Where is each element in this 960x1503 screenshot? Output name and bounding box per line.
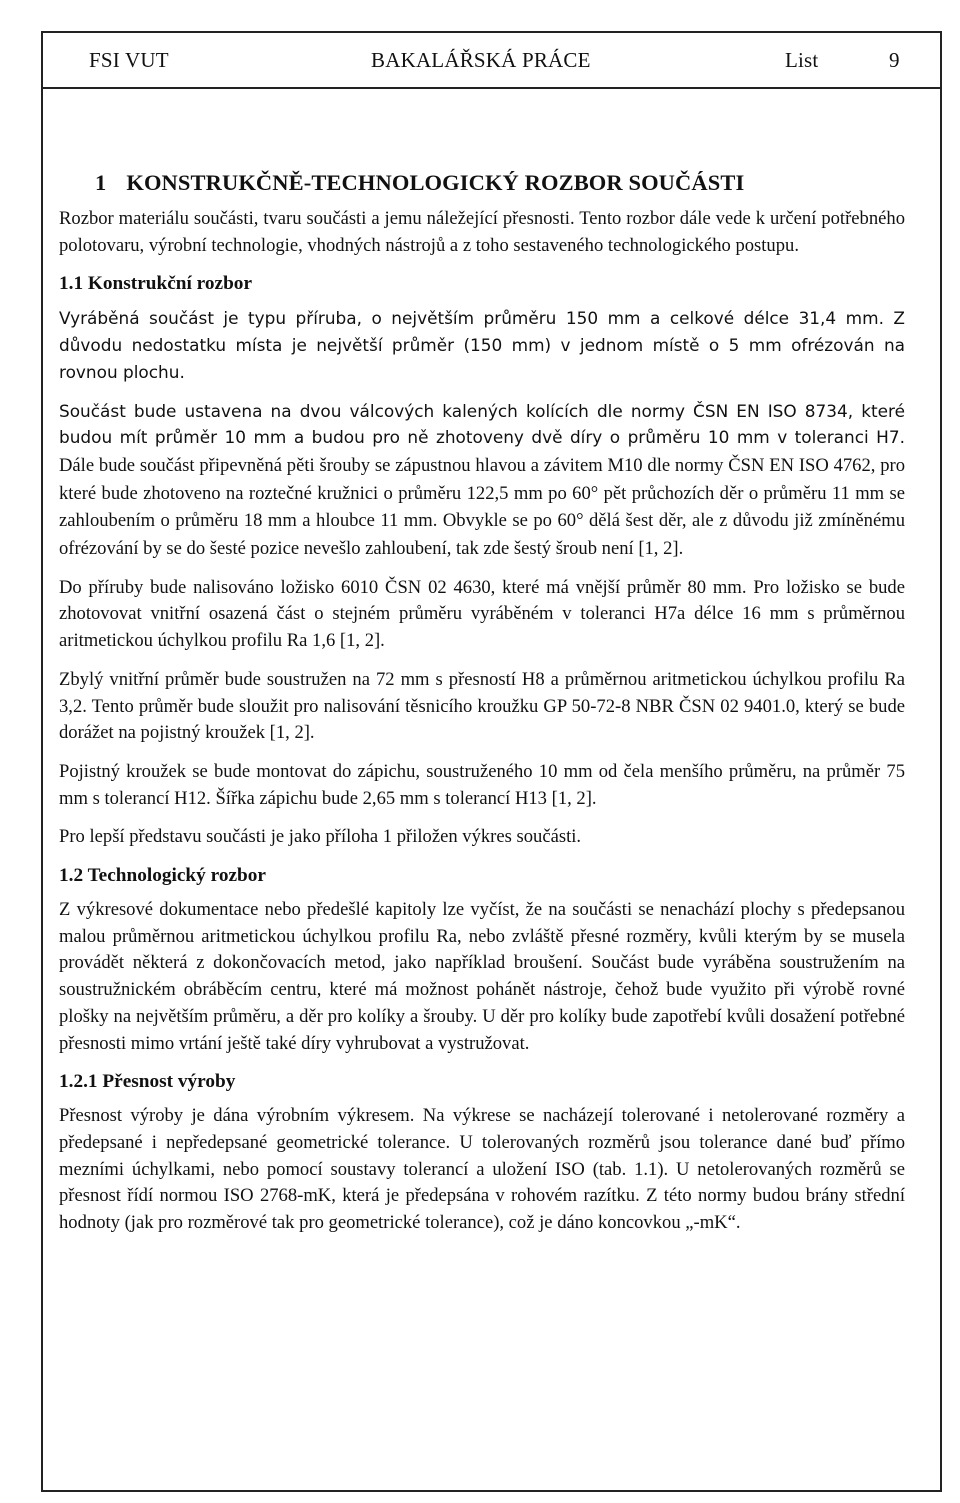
section-1-1-heading: 1.1 Konstrukční rozbor — [59, 273, 253, 295]
section-1-1-paragraph-1: Vyráběná součást je typu příruba, o největším průměru 150 mm a celkové délce 31,4 mm. Z důvodu nedostatku místa je největší průměr (150 mm) v jednom místě o 5 mm ofrézován na rovnou plochu. — [59, 308, 905, 382]
section-1-1-paragraph-3: Do příruby bude nalisováno ložisko 6010 ČSN 02 4630, které má vnější průměr 80 mm. Pro ložisko se bude zhotovovat vnitřní osazená část o stejném průměru vyráběném v toleranci H7a délce 16 mm s průměrnou aritmetickou úchylkou profilu Ra 1,6 [1, 2]. — [59, 576, 905, 652]
section-1-2-heading: 1.2 Technologický rozbor — [59, 865, 266, 887]
section-1-2-1-heading: 1.2.1 Přesnost výroby — [59, 1071, 236, 1093]
section-1-1-paragraph-5: Pojistný kroužek se bude montovat do zápichu, soustruženého 10 mm od čela menšího průměru, na průměr 75 mm s tolerancí H12. Šířka zápichu bude 2,65 mm s tolerancí H13 [1, 2]. — [59, 760, 905, 809]
section-1-1-paragraph-2 — [59, 398, 905, 563]
section-1-2-1-paragraph-1: Přesnost výroby je dána výrobním výkresem. Na výkrese se nacházejí tolerované i netolerované rozměry a předepsané i nepředepsané geometrické tolerance. U tolerovaných rozměrů jsou tolerance dané buď přímo mezními úchylkami, nebo pomocí soustavy tolerancí a uložení ISO (tab. 1.1). U netolerovaných rozměrů se přesnost řídí normou ISO 2768-mK, která je předepsána v rohovém razítku. Z této normy budou brány střední hodnoty (jak pro rozměrové tak pro geometrické tolerance), což je dáno koncovkou „-mK“. — [59, 1105, 905, 1234]
section-1-1-paragraph-4: Zbylý vnitřní průměr bude soustružen na 72 mm s přesností H8 a průměrnou aritmetickou úchylkou profilu Ra 3,2. Tento průměr bude sloužit pro nalisování těsnicího kroužku GP 50-72-8 NBR ČSN 02 9401.0, který se bude dorážet na pojistný kroužek [1, 2]. — [59, 668, 905, 744]
section-1-1-paragraph-6: Pro lepší představu součásti je jako příloha 1 přiložen výkres součásti. — [59, 826, 582, 848]
chapter-heading — [95, 168, 905, 198]
section-1-1-paragraph-2b: Dále bude součást připevněná pěti šrouby se zápustnou hlavou a závitem M10 dle normy ČSN EN ISO 4762, pro které bude zhotoveno na roztečné kružnici o průměru 122,5 mm po 60° pět průchozích děr o průměru 11 mm se zahloubením o průměru 18 mm a hloubce 11 mm. Obvykle se po 60° dělá šest děr, ale z důvodu již zmíněnému ofrézování by se do šesté pozice nevešlo zahloubení, tak zde šestý šroub není [1, 2]. — [59, 454, 905, 560]
chapter-intro: Rozbor materiálu součásti, tvaru součásti a jemu náležející přesnosti. Tento rozbor dále vede k určení potřebného polotovaru, výrobní technologie, vhodných nástrojů a z toho sestaveného technologického postupu. — [59, 208, 905, 256]
page-header — [41, 31, 942, 89]
page-content — [59, 168, 905, 1237]
chapter-number: 1 — [95, 170, 107, 195]
header-doc-type: BAKALÁŘSKÁ PRÁCE — [371, 47, 591, 72]
header-sheet-number: 9 — [889, 47, 900, 72]
chapter-title: KONSTRUKČNĚ-TECHNOLOGICKÝ ROZBOR SOUČÁSTI — [126, 170, 745, 195]
section-1-1-paragraph-2a: Součást bude ustavena na dvou válcových kalených kolících dle normy ČSN EN ISO 8734, které budou mít průměr 10 mm a budou pro ně zhotoveny dvě díry o průměru 10 mm v toleranci H7. — [59, 400, 905, 448]
header-institution: FSI VUT — [89, 47, 169, 72]
header-sheet-label: List — [785, 47, 819, 72]
section-1-2-paragraph-1: Z výkresové dokumentace nebo předešlé kapitoly lze vyčíst, že na součásti se nenachází plochy s předepsanou malou průměrnou aritmetickou úchylkou profilu Ra, nebo zvláště přesné rozměry, kvůli kterým by se musela provádět některá z dokončovacích metod, jako například broušení. Součást bude vyráběna soustružením na soustružnickém obráběcím centru, které má možnost pohánět nástroje, čehož bude využito při výrobě rovné plošky na největším průměru, a děr pro kolíky a šrouby. U děr pro kolíky bude zapotřebí kvůli dosažení potřebné přesnosti mimo vrtání ještě také díry vyhrubovat a vystružovat. — [59, 899, 905, 1054]
